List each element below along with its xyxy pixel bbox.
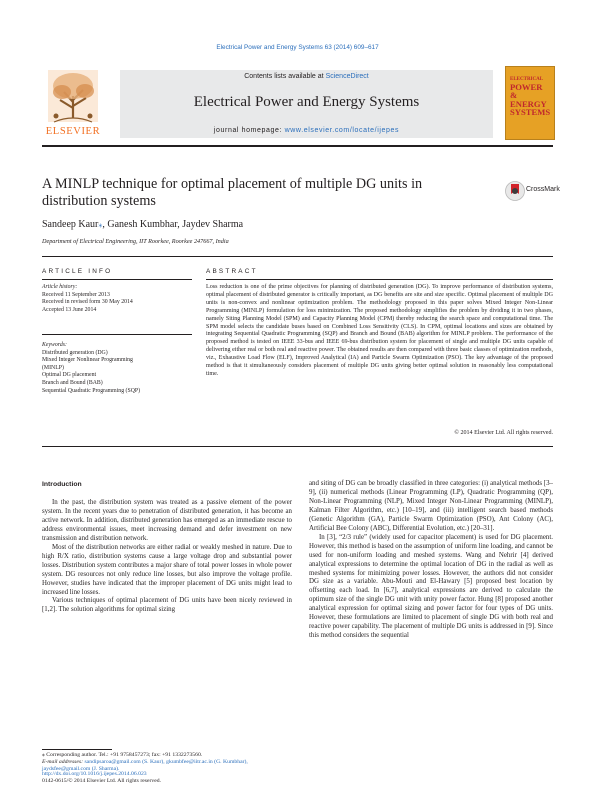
contents-prefix: Contents lists available at [244,73,326,80]
footnote [42,752,292,773]
cover-line: ELECTRICAL [510,77,544,82]
article-history [42,284,192,314]
keyword: Branch and Bound (BAB) [42,379,103,386]
history-label: Article history: [42,284,78,290]
cover-line: SYSTEMS [510,107,551,118]
article-info-divider [42,334,192,335]
author-name[interactable]: Sandeep Kaur [42,219,99,230]
journal-reference[interactable]: Electrical Power and Energy Systems 63 (2014) 609–617 [216,44,379,51]
history-item: Accepted 13 June 2014 [42,306,97,313]
cover-line: POWER [510,82,543,92]
keyword: Optimal DG placement [42,372,97,379]
body-column-right [309,480,553,641]
cover-title [510,77,550,117]
corresponding-author-mark[interactable]: ⁎ [98,220,103,229]
author-list [42,219,243,230]
title-rule [42,256,553,257]
homepage-link[interactable]: www.elsevier.com/locate/ijepes [284,127,400,134]
keywords-label: Keywords: [42,342,67,348]
keywords-block [42,342,192,395]
article-info-heading: ARTICLE INFO [42,268,113,275]
body-paragraph: Most of the distribution networks are either radial or weakly meshed in nature. Due to high R/X ratio, distribution systems cause a large voltage drop and substantial power losses. Distribution system contributes a major share of total power losses in whole power system. DG resources not only reduce line losses, but also improve the voltage profile. However, studies have indicated that the improper placement of DG units might lead to increased line losses. [42,543,292,596]
homepage-prefix: journal homepage: [213,127,285,134]
journal-homepage [120,127,493,134]
doi-link[interactable]: http://dx.doi.org/10.1016/j.ijepes.2014.06.023 [42,771,147,777]
history-item: Received 11 September 2013 [42,291,110,298]
contents-line [120,73,493,80]
body-paragraph: Various techniques of optimal placement of DG units have been nicely reviewed in [1,2]. The solution algorithms for optimal sizing [42,597,292,614]
abstract-copyright: © 2014 Elsevier Ltd. All rights reserved. [454,430,553,436]
issn-line: 0142-0615/© 2014 Elsevier Ltd. All rights reserved. [42,778,161,784]
footnote-rule [42,749,112,750]
cover-line: & [510,90,518,101]
corresponding-author-note: ⁎ Corresponding author. Tel.: +91 9758457273; fax: +91 1332273560. [42,752,203,758]
header-rule [42,145,553,147]
body-column-left [42,499,292,615]
crossmark-label: CrossMark [526,186,560,193]
author-names[interactable]: , Ganesh Kumbhar, Jaydev Sharma [102,219,244,230]
cover-line: ENERGY [510,98,547,109]
article-title: A MINLP technique for optimal placement of multiple DG units in distribution systems [42,176,423,209]
body-paragraph: and siting of DG can be broadly classified in three categories: (i) analytical methods [3–9], (ii) numerical methods (Linear Programming (LP), Quadratic Programming (QP), Non-Linear Programming (NLP), Mixed Integer Non-Linear Programming (MINLP), Kalman Filter Algorithm, etc.) [10–19], and (iii) intelligent search based methods (Genetic Algorithm (GA), Particle Swarm Optimization (PSO), Ant Colony (AC), Artificial Bee Colony (ABC), Differential Evolution, etc.) [20–31]. [309,480,553,532]
keyword: Sequential Quadratic Programming (SQP) [42,387,141,394]
journal-cover-thumbnail[interactable] [505,66,555,140]
article-info-rule [42,279,192,280]
crossmark-badge[interactable] [505,180,565,202]
abstract-rule [206,279,553,280]
email-label: E-mail addresses: [42,759,84,765]
article-identifiers [42,771,302,785]
email-addresses[interactable]: sandipsaroa@gmail.com (S. Kaur), gkumbfee@iitr.ac.in (G. Kumbhar), jaydsfee@gmail.com (J. Sharma). [42,759,248,772]
abstract-end-rule [42,446,553,447]
abstract-text: Loss reduction is one of the prime objectives for planning of distributed generation (DG). To improve performance of distribution systems, optimal placement of distributed generator is critically important, as DG benefits are site and size specific. Optimal placement of multiple DG units is non-convex and nonlinear optimization problem. The methodology proposed in this paper solves Mixed Integer Non-Linear Programming (MINLP) formulation for loss minimization. The proposed methodology simplifies the problem by dividing it in two phases, namely Siting Planning Model (SPM) and Capacity Planning Model (CPM) thereby reducing the search space and computational time. The SPM model selects the candidate buses based on Combined Loss Sensitivity (CLS). In CPM, optimal locations and sizes are obtained by integrating Sequential Quadratic Programming (SQP) and Branch and Bound (BAB) algorithm for MINLP problem. The performance of the proposed method is tested on IEEE 33-bus and IEEE 69-bus distribution system for placement of single and multiple DG units capable of delivering either real or both real and reactive power. The obtained results are then compared with three basic classes of optimization methods, viz., Exhaustive Load Flow (ELF), Improved Analytical (IA) and Particle Swarm Optimization (PSO). The key advantage of the proposed method is that it simultaneously considers placement of multiple DG units giving better optimal solution in reasonably less computational time. [206,284,553,377]
crossmark-icon [505,180,525,202]
introduction-heading: Introduction [42,481,82,488]
affiliation: Department of Electrical Engineering, IIT Roorkee, Roorkee 247667, India [42,238,229,245]
journal-title: Electrical Power and Energy Systems [193,94,420,110]
sciencedirect-link[interactable]: ScienceDirect [325,73,369,80]
body-paragraph: In the past, the distribution system was treated as a passive element of the power system. In the recent years due to penetration of distributed generation, it has become an active network. In addition, distributed generation has emerged as an immediate rescue to address environmental issues, meet increasing demand and defer investment on new transmission and distribution network. [42,499,292,542]
history-item: Received in revised form 30 May 2014 [42,299,133,306]
publisher-name: ELSEVIER [45,126,101,137]
keyword: Distributed generation (DG) [42,349,108,356]
keyword: (MINLP) [42,364,64,371]
abstract-heading: ABSTRACT [206,268,258,275]
keyword: Mixed Integer Nonlinear Programming [42,357,133,364]
body-paragraph: In [3], “2/3 rule” (widely used for capacitor placement) is used for DG placement. However, this method is based on the assumption of uniform line loading, and cannot be used for non-uniform loading and meshed systems. Wang and Nehrir [4] derived analytical expressions to determine the optimal location of DG in the radial as well as meshed systems for minimizing power losses. However, the authors did not consider DG size as a variable. Abu-Mouti and El-Hawary [5] proposed best location by offsetting each load. In [6,7], analytical expressions are derived to calculate the optimum size of the single DG unit with unity power factor. Hung [8] proposed another analytical expression for optimal sizing and power factor for four types of DG units. However, these formulations are limited to placement of single DG with both real and reactive power capability. The placement of multiple DG units is addressed in [9]. Since this method considers the sequential [309,533,553,640]
